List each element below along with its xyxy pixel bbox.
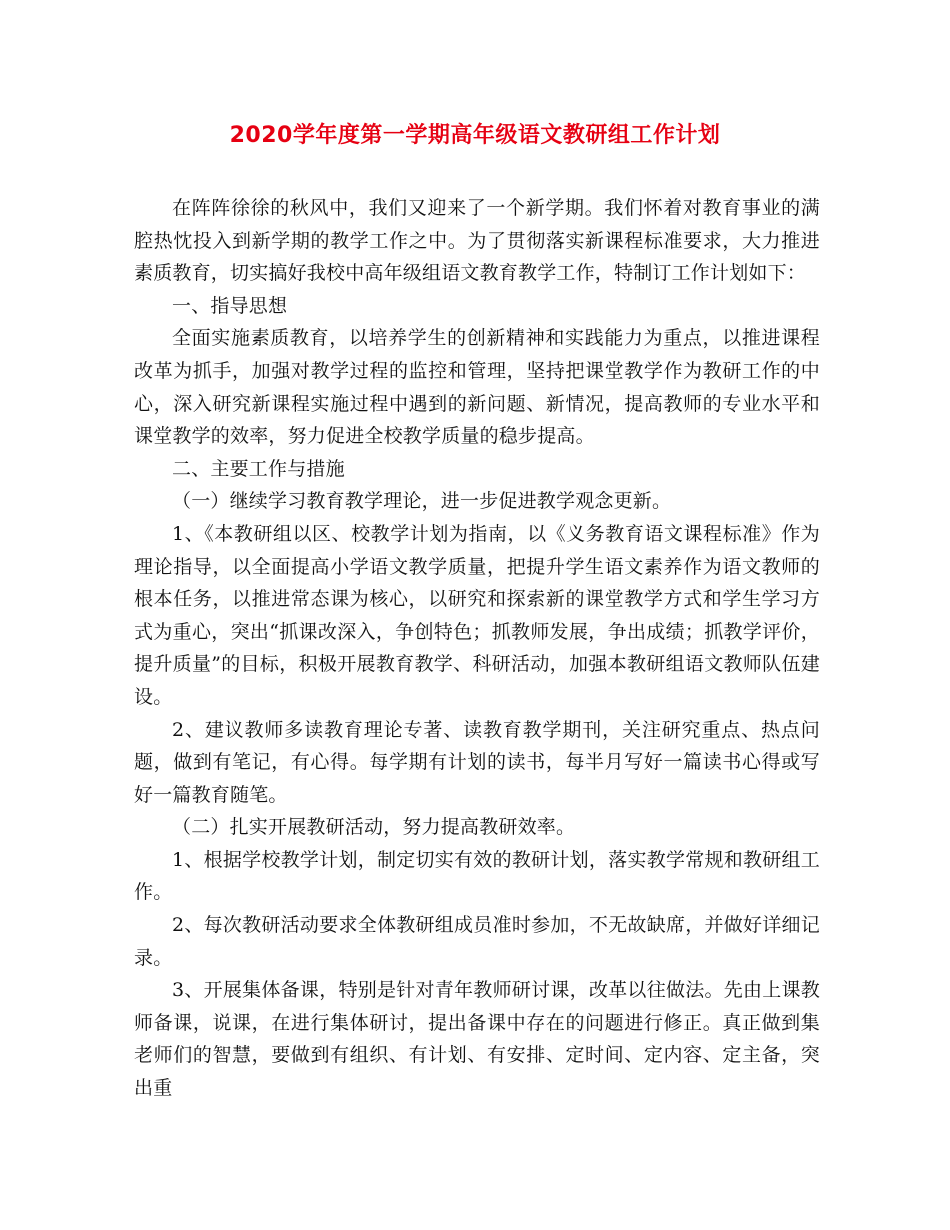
section-heading-main-work: 二、主要工作与措施 bbox=[172, 457, 345, 480]
guiding-ideology-paragraph: 全面实施素质教育，以培养学生的创新精神和实践能力为重点，以推进课程改革为抓手，加强对教学过程的监控和管理，坚持把课堂教学作为教研工作的中心，深入研究新课程实施过程中遇到的新问题、新情况，提高教师的专业水平和课堂教学的效率，努力促进全校教学质量的稳步提高。 bbox=[134, 327, 820, 448]
theory-study-item-2: 2、建议教师多读教育理论专著、读教育教学期刊，关注研究重点、热点问题，做到有笔记，有心得。每学期有计划的读书，每半月写好一篇读书心得或写好一篇教育随笔。 bbox=[134, 718, 820, 806]
subsection-heading-research-activities: （二）扎实开展教研活动，努力提高教研效率。 bbox=[172, 816, 576, 839]
document-title: 2020学年度第一学期高年级语文教研组工作计划 bbox=[229, 123, 721, 148]
research-activities-item-2: 2、每次教研活动要求全体教研组成员准时参加，不无故缺席，并做好详细记录。 bbox=[134, 914, 820, 969]
research-activities-item-3: 3、开展集体备课，特别是针对青年教师研讨课，改革以往做法。先由上课教师备课，说课，在进行集体研讨，提出备课中存在的问题进行修正。真正做到集老师们的智慧，要做到有组织、有计划、有安排、定时间、定内容、定主备，突出重 bbox=[134, 979, 820, 1100]
subsection-heading-theory-study: （一）继续学习教育教学理论，进一步促进教学观念更新。 bbox=[172, 490, 672, 513]
intro-paragraph: 在阵阵徐徐的秋风中，我们又迎来了一个新学期。我们怀着对教育事业的满腔热忱投入到新学期的教学工作之中。为了贯彻落实新课程标准要求，大力推进素质教育，切实搞好我校中高年级组语文教育教学工作，特制订工作计划如下： bbox=[134, 197, 820, 285]
section-heading-guiding-ideology: 一、指导思想 bbox=[172, 294, 288, 317]
theory-study-item-1: 1、《本教研组以区、校教学计划为指南，以《义务教育语文课程标准》作为理论指导，以全面提高小学语文教学质量，把提升学生语文素养作为语文教师的根本任务，以推进常态课为核心，以研究和探索新的课堂教学方式和学生学习方式为重心，突出“抓课改深入，争创特色；抓教师发展，争出成绩；抓教学评价，提升质量”的目标，积极开展教育教学、科研活动，加强本教研组语文教师队伍建设。 bbox=[134, 522, 820, 708]
document-body bbox=[134, 192, 820, 1105]
research-activities-item-1: 1、根据学校教学计划，制定切实有效的教研计划，落实教学常规和教研组工作。 bbox=[134, 848, 820, 904]
